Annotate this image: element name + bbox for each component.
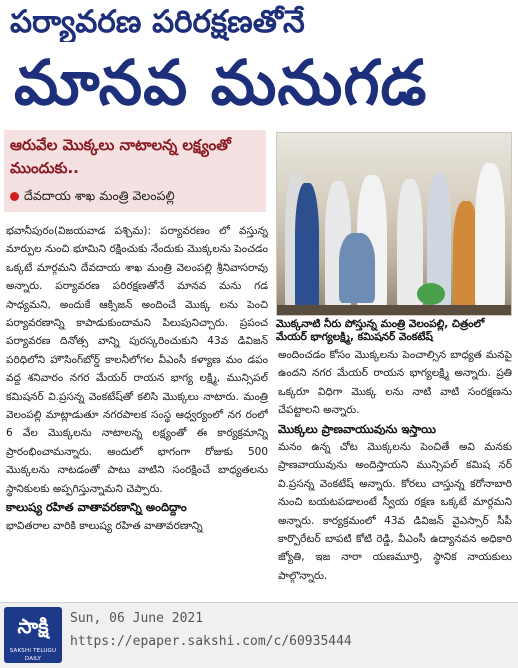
edition-date: Sun, 06 June 2021 [70,611,204,626]
deck-text: ఆరువేల మొక్కలు నాటాలన్న లక్ష్యంతో ముందుకు.. [10,136,231,177]
deck-box [4,130,266,212]
logo-subtext: SAKSHI TELUGU DAILY [9,648,57,662]
article-left-column [6,222,268,596]
article-body-right-1: అందించడం కోసం మొక్కలను పెంచాల్సిన బాధ్యత మనపై ఉందని నగర మేయర్ రాయన భాగ్యలక్ష్మి అన్నారు. ప్రతి ఒక్కరూ విధిగా మొక్క లను నాటి వాటి సంరక్షణను చేపట్టాలని అన్నారు. [278,349,512,417]
article-body-left: భవానీపురం(విజయవాడ పశ్చిమ): పర్యావరణం లో వస్తున్న మార్పుల నుంచి భూమిని రక్షించుకు నేందుకు మొక్కలను పెంచడం ఒక్కటే మార్గమని దేవదాయ శాఖ మంత్రి వెలంపల్లి శ్రీనివాసరావు అన్నారు. పర్యావరణ పరిరక్షణతోనే మానవ మను గడ సాధ్యమని, అందుకే ఆక్సిజన్ అందించే మొక్క లను పెంచి పర్యావరణాన్ని కాపాడుకుందామని పిలుపునిచ్చారు. ప్రపంచ పర్యావరణ దినోత్స వాన్ని పురస్కరించుకుని 43వ డివిజన్ పరిధిలోని హౌసింగ్‌బోర్డ్ కాలనీలోగల వీఎంసీ కళ్యాణ మం డపం వద్ద శనివారం నగర మేయర్ రాయన భాగ్య లక్ష్మి, మున్సిపల్ కమిషనర్ వి.ప్రసన్న వెంకటేష్‌తో కలిసి మొక్కలు నాటారు. మంత్రి వెలంపల్లి మాట్లాడుతూ నగరపాలక సంస్థ ఆధ్వర్యంలో నగ రంలో 6 వేల మొక్కలను నాటాలన్న లక్ష్యంతో ఈ కార్యక్రమాన్ని ప్రారంభించామన్నారు. అందులో భాగంగా రోజుకు 500 మొక్కలను నాటడంతో పాటు వాటిని సంరక్షించే బాధ్యతలను స్థానికులకు అప్పగిస్తున్నామని చెప్పారు. [6,225,268,495]
right-subheading: మొక్కలు ప్రాణవాయువును ఇస్తాయి [278,421,436,436]
article-body-right-2: మనం ఉన్న చోట మొక్కలను పెంచితే అవి మనకు ప్రాణవాయువును అందిస్తాయని మున్సిపల్ కమిష నర్ వి.ప్రసన్న వెంకటేష్ అన్నారు. కోరలు చాస్తున్న కరోనాబారి నుంచి బయటపడాలంటే స్వీయ రక్షణ ఒక్కటే మార్గమని అన్నారు. కార్యక్రమంలో 43వ డివిజన్ వైఎస్సార్ సీపీ కార్పొరేటర్ బాపటి కోటి రెడ్డి, వీఎంసీ ఉద్యానవన అధికారి జ్యోతి, ఇజ నారా యణమూర్తి, స్థానిక నాయకులు పాల్గొన్నారు. [278,441,512,582]
left-subheading: కాలుష్య రహిత వాతావరణాన్ని అందిద్దాం [6,500,187,515]
sakshi-logo [4,607,62,663]
footer-bar [0,602,518,668]
news-photo [276,132,512,316]
headline-line-1: పర్యావరణ పరిరక్షణతోనే [10,4,305,40]
byline-text: దేవదాయ శాఖ మంత్రి వెలంపల్లి [24,188,175,203]
article-right-column [278,346,512,596]
epaper-link[interactable]: https://epaper.sakshi.com/c/60935444 [70,634,352,649]
headline-line-2: మానవ మనుగడ [14,46,428,119]
photo-caption: మొక్కనాటి నీరు పోస్తున్న మంత్రి వెలంపల్లి, చిత్రంలో మేయర్ భాగ్యలక్ష్మి, కమిషనర్ వెంకటేష్ [276,318,485,343]
logo-text: సాక్షి [17,614,49,638]
byline [10,186,262,206]
article-body-left-tail: భావితరాల వారికి కాలుష్య రహిత వాతావరణాన్ని [6,519,203,532]
bullet-icon [10,192,19,201]
